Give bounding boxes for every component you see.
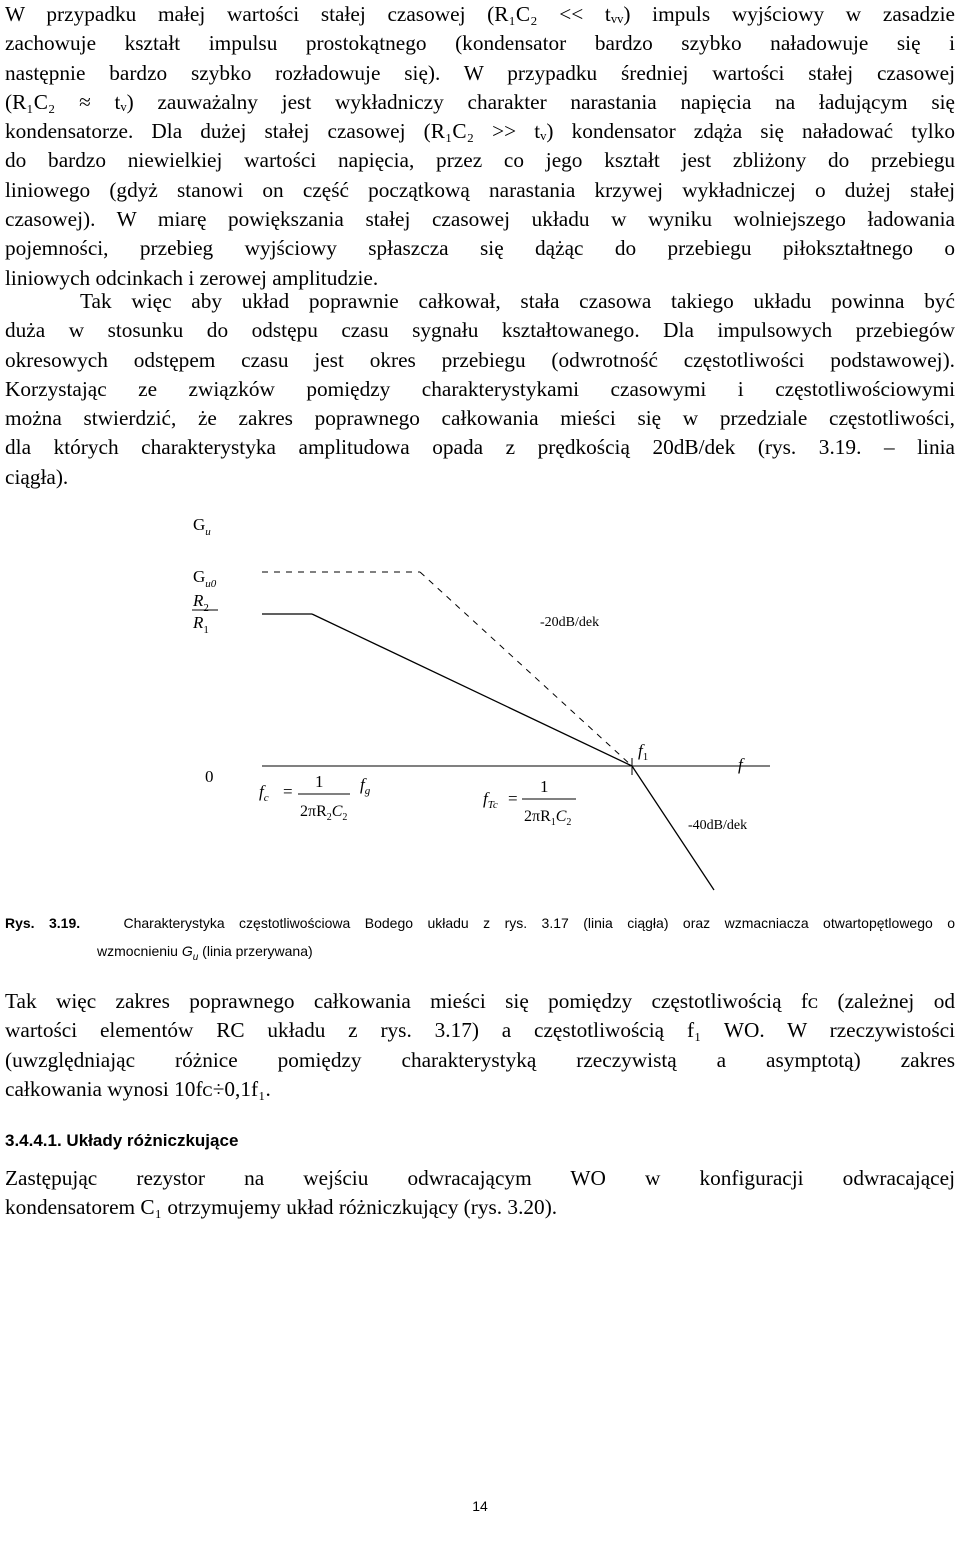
paragraph-4 (5, 1164, 955, 1223)
text-line: Tak więc aby układ poprawnie całkował, stała czasowa takiego układu powinna być (80, 289, 955, 313)
fg-label: $f_g$ (360, 775, 371, 797)
text-line: kondensatorem C₁ otrzymujemy układ różniczkujący (rys. 3.20). (5, 1195, 558, 1220)
text-line: zachowuje kształt impulsu prostokątnego (kondensator bardzo szybko naładowuje się i (5, 31, 955, 56)
text-line: W przypadku małej wartości stałej czasowej (R₁C₂ << tᵥᵥ) impuls wyjściowy w zasadzie (5, 2, 955, 26)
text-line: pojemności, przebieg wyjściowy spłaszcza się dążąc do przebiegu piłokształtnego o (5, 236, 955, 261)
slope-40-label: -40dB/dek (688, 818, 748, 833)
characteristic-slope-20 (312, 614, 632, 766)
y-axis-label: $G_u$ (193, 515, 211, 538)
paragraph-3 (5, 987, 955, 1104)
f1-label: $f_1$ (638, 741, 649, 763)
text-line: ciągła). (5, 464, 69, 489)
text-line: okresowych odstępem czasu jest okres przebiegu (odwrotność częstotliwości podstawowej). (5, 347, 955, 372)
text-line: Korzystając ze związków pomiędzy charakterystykami czasowymi i częstotliwościowymi (5, 376, 955, 401)
text-line: kondensatorze. Dla dużej stałej czasowej (R₁C₂ >> tᵥ) kondensator zdąża się naładować tylko (5, 119, 955, 144)
gu0-label: $G_{u0}$ (193, 567, 217, 590)
open-loop-dashed-slope (420, 572, 632, 766)
fc-numerator: 1 (315, 772, 324, 791)
text-line: można stwierdzić, że zakres poprawnego całkowania mieści się w przedziale częstotliwości, (5, 406, 955, 431)
ftc-equals: = (508, 789, 518, 808)
text-line: całkowania wynosi 10fᴄ÷0,1f₁. (5, 1076, 271, 1101)
text-line: czasowej). W miarę powiększania stałej czasowej układu w wyniku wolniejszego ładowania (5, 207, 955, 232)
zero-label: 0 (205, 767, 214, 786)
text-line: wartości elementów RC układu z rys. 3.17) a częstotliwością f₁ WO. W rzeczywistości (5, 1018, 955, 1043)
figure-caption (5, 909, 955, 972)
text-line: liniowego (gdyż stanowi on część początkową narastania krzywej wykładniczej o dużej stałej (5, 177, 955, 202)
bode-diagram (0, 500, 960, 900)
slope-20-label: -20dB/dek (540, 615, 600, 630)
text-line: Zastępując rezystor na wejściu odwracającym WO w konfiguracji odwracającej (5, 1166, 955, 1190)
ftc-numerator: 1 (540, 777, 549, 796)
f-axis-label: f (738, 755, 743, 774)
page-number: 14 (472, 1498, 488, 1514)
text-line: duża w stosunku do odstępu czasu sygnału kształtowanego. Dla impulsowych przebiegów (5, 318, 955, 343)
text-line: dla których charakterystyka amplitudowa opada z prędkością 20dB/dek (rys. 3.19. – linia (5, 435, 955, 460)
fc-symbol: $f_c$ (259, 782, 269, 804)
caption-line-1 (5, 909, 955, 937)
paragraph-2 (5, 287, 955, 492)
paragraph-1 (5, 0, 955, 293)
section-heading: 3.4.4.1. Układy różniczkujące (5, 1131, 239, 1150)
text-line: do bardzo niewielkiej wartości napięcia, przez co jego kształt jest zbliżony do przebiegu (5, 148, 955, 173)
text-line: następnie bardzo szybko rozładowuje się). W przypadku średniej wartości stałej czasowej (5, 60, 955, 85)
ftc-symbol: $f_{Tc}$ (483, 789, 498, 811)
caption-text: Charakterystyka częstotliwościowa Bodego układu z rys. 3.17 (linia ciągła) oraz wzmacniacza otwartopętlowego o (123, 915, 956, 931)
caption-label: Rys. 3.19. (5, 915, 81, 931)
text-line: liniowych odcinkach i zerowej amplitudzie. (5, 265, 379, 290)
r1-label: $R_1$ (193, 613, 209, 636)
fc-denominator: $2\pi R_2C_2$ (300, 803, 348, 823)
text-line: (R₁C₂ ≈ tᵥ) zauważalny jest wykładniczy charakter narastania napięcia na ładującym się (5, 89, 955, 114)
fc-equals: = (283, 782, 293, 801)
text-line: (uwzględniając różnice pomiędzy charakterystyką rzeczywistą a asymptotą) zakres (5, 1047, 955, 1072)
r2-label: $R_2$ (193, 591, 209, 614)
ftc-denominator: $2\pi R_1C_2$ (524, 808, 572, 828)
text-line: Tak więc zakres poprawnego całkowania mieści się pomiędzy częstotliwością fᴄ (zależnej od (5, 989, 955, 1013)
caption-line-2: wzmocnieniu $G_u$ (linia przerywana) (97, 943, 313, 963)
